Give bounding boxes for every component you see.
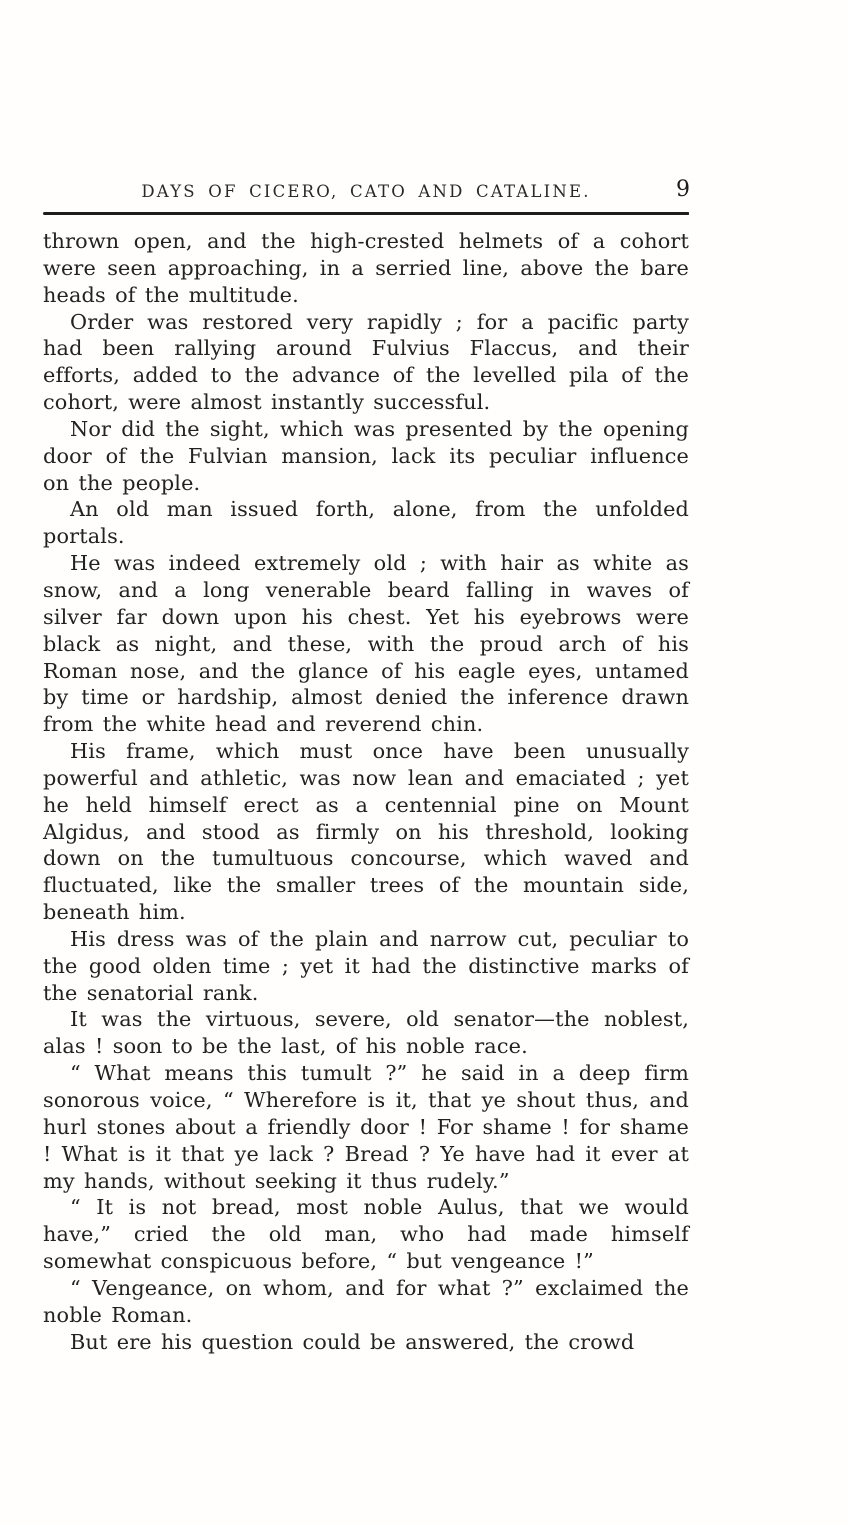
running-header — [43, 177, 690, 206]
paragraph-3: Nor did the sight, which was presented by the opening door of the Fulvian mansion, lack its peculiar influence on the people. — [43, 416, 689, 495]
paragraph-1: thrown open, and the high-crested helmets of a cohort were seen approaching, in a serried line, above the bare heads of the multitude. — [43, 229, 689, 307]
paragraph-12: But ere his question could be answered, the crowd — [70, 1329, 635, 1354]
paragraph-6: His frame, which must once have been unusually powerful and athletic, was now lean and emaciated ; yet he held himself erect as a centennial pine on Mount Algidus, and stood as firmly on his threshold, looking down on the tumultuous concourse, which waved and fluctuated, like the smaller trees of the mountain side, beneath him. — [43, 739, 689, 925]
paragraph-10: “ It is not bread, most noble Aulus, that we would have,” cried the old man, who had made himself somewhat conspicuous before, “ but vengeance !” — [43, 1195, 689, 1274]
paragraph-11: “ Vengeance, on whom, and for what ?” exclaimed the noble Roman. — [43, 1275, 689, 1327]
paragraph-9: “ What means this tumult ?” he said in a deep firm sonorous voice, “ Wherefore is it, that ye shout thus, and hurl stones about a friendly door ! For shame ! for shame ! What is it that ye lack ? Bread ? Ye have had it ever at my hands, without seeking it thus rudely.” — [43, 1061, 689, 1193]
paragraph-2: Order was restored very rapidly ; for a pacific party had been rallying around Fulvius Flaccus, and their efforts, added to the advance of the levelled pila of the cohort, were almost instantly successful. — [43, 309, 689, 415]
paragraph-8: It was the virtuous, severe, old senator—the noblest, alas ! soon to be the last, of his noble race. — [43, 1007, 689, 1059]
body-text — [43, 228, 689, 1355]
header-rule — [43, 212, 689, 215]
page-number: 9 — [676, 177, 690, 202]
page-header-title: DAYS OF CICERO, CATO AND CATALINE. — [141, 182, 591, 201]
paragraph-7: His dress was of the plain and narrow cut, peculiar to the good olden time ; yet it had the distinctive marks of the senatorial rank. — [43, 926, 689, 1005]
paragraph-4: An old man issued forth, alone, from the unfolded portals. — [43, 497, 689, 549]
paragraph-5: He was indeed extremely old ; with hair as white as snow, and a long venerable beard falling in waves of silver far down upon his chest. Yet his eyebrows were black as night, and these, with the proud arch of his Roman nose, and the glance of his eagle eyes, untamed by time or hardship, almost denied the inference drawn from the white head and reverend chin. — [43, 551, 689, 737]
